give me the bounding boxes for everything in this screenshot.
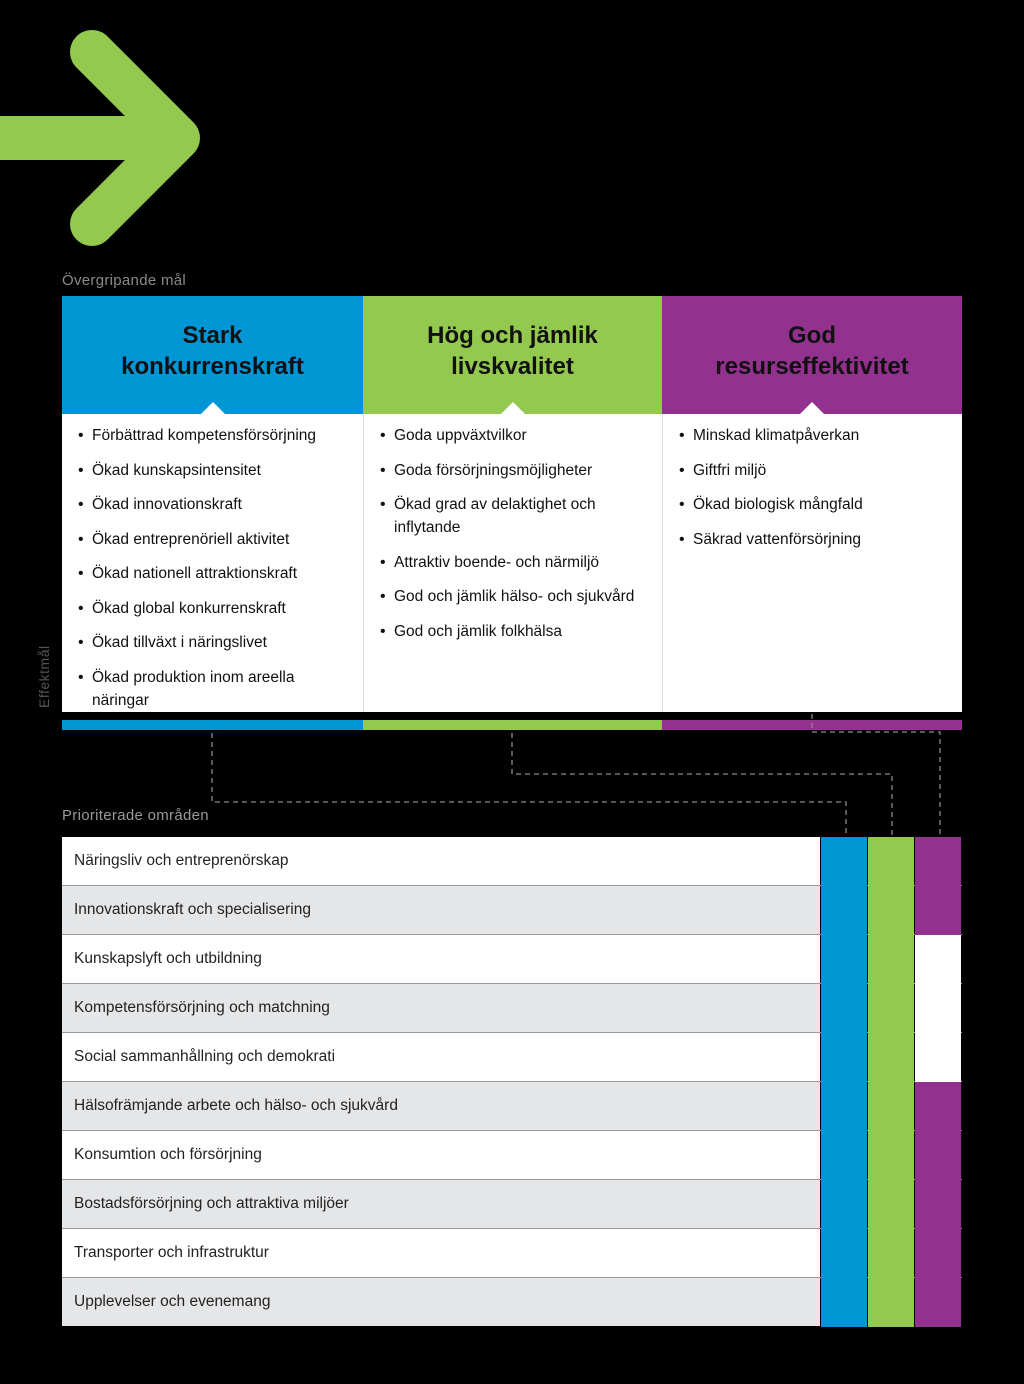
goal-item: • Ökad innovationskraft xyxy=(76,493,349,516)
priority-row xyxy=(62,837,962,886)
priority-mark-green xyxy=(868,935,914,984)
priority-mark-purple xyxy=(915,1131,961,1180)
priority-row xyxy=(62,1278,962,1327)
goal-item: • Säkrad vattenförsörjning xyxy=(677,528,948,551)
priority-mark-green xyxy=(868,1278,914,1327)
priority-label: Upplevelser och evenemang xyxy=(62,1278,820,1326)
priority-label: Kompetensförsörjning och matchning xyxy=(62,984,820,1032)
priority-mark-blue xyxy=(821,1082,867,1131)
priority-mark-blue xyxy=(821,837,867,886)
goal-item: • God och jämlik folkhälsa xyxy=(378,620,648,643)
goal-item: • God och jämlik hälso- och sjukvård xyxy=(378,585,648,608)
priority-mark-purple xyxy=(915,984,961,1033)
priority-mark-green xyxy=(868,886,914,935)
priority-row xyxy=(62,1229,962,1278)
priority-areas-table xyxy=(62,837,962,1327)
goal-item: • Ökad kunskapsintensitet xyxy=(76,459,349,482)
goal-item: • Goda försörjningsmöjligheter xyxy=(378,459,648,482)
priority-label: Social sammanhållning och demokrati xyxy=(62,1033,820,1081)
priority-mark-purple xyxy=(915,1229,961,1278)
priority-row xyxy=(62,1180,962,1229)
priority-row xyxy=(62,1082,962,1131)
priority-mark-green xyxy=(868,1229,914,1278)
goal-item: • Minskad klimatpåverkan xyxy=(677,424,948,447)
goal-item: • Goda uppväxtvilkor xyxy=(378,424,648,447)
goal-item: • Ökad biologisk mångfald xyxy=(677,493,948,516)
priority-mark-purple xyxy=(915,837,961,886)
priority-mark-green xyxy=(868,1180,914,1229)
priority-mark-purple xyxy=(915,1278,961,1327)
priority-row xyxy=(62,984,962,1033)
priority-mark-blue xyxy=(821,984,867,1033)
connector-green xyxy=(512,733,892,836)
goal-title-line: resurseffektivitet xyxy=(715,353,909,380)
connector-blue xyxy=(212,733,846,836)
goals-section-label: Övergripande mål xyxy=(62,272,187,289)
goal-title-line: Stark xyxy=(182,322,243,349)
priority-row xyxy=(62,886,962,935)
goal-title-line: konkurrenskraft xyxy=(121,353,304,380)
priority-mark-blue xyxy=(821,1131,867,1180)
priority-row xyxy=(62,935,962,984)
priority-label: Innovationskraft och specialisering xyxy=(62,886,820,934)
goal-item: • Ökad nationell attraktionskraft xyxy=(76,562,349,585)
priority-mark-blue xyxy=(821,1229,867,1278)
goal-title-line: livskvalitet xyxy=(451,353,574,380)
priority-mark-blue xyxy=(821,1278,867,1327)
priority-mark-blue xyxy=(821,1033,867,1082)
priority-label: Kunskapslyft och utbildning xyxy=(62,935,820,983)
goal-item: • Attraktiv boende- och närmiljö xyxy=(378,551,648,574)
goal-item: • Ökad grad av delaktighet och inflytande xyxy=(378,493,648,539)
priority-label: Bostadsförsörjning och attraktiva miljöer xyxy=(62,1180,820,1228)
priority-mark-purple xyxy=(915,886,961,935)
effect-goals-side-label: Effektmål xyxy=(36,645,52,708)
priority-mark-green xyxy=(868,1131,914,1180)
goal-title-line: Hög och jämlik xyxy=(427,322,598,349)
goal-item: • Ökad produktion inom areella näringar xyxy=(76,666,349,712)
priority-label: Konsumtion och försörjning xyxy=(62,1131,820,1179)
priority-row xyxy=(62,1033,962,1082)
priority-mark-green xyxy=(868,1033,914,1082)
priority-mark-purple xyxy=(915,1082,961,1131)
priority-mark-purple xyxy=(915,935,961,984)
priority-mark-blue xyxy=(821,886,867,935)
priority-mark-green xyxy=(868,837,914,886)
connector-purple xyxy=(812,714,940,836)
priority-mark-purple xyxy=(915,1033,961,1082)
priorities-section-label: Prioriterade områden xyxy=(62,807,209,824)
priority-mark-green xyxy=(868,984,914,1033)
goal-item: • Ökad tillväxt i näringslivet xyxy=(76,631,349,654)
priority-mark-green xyxy=(868,1082,914,1131)
priority-label: Näringsliv och entreprenörskap xyxy=(62,837,820,885)
priority-label: Transporter och infrastruktur xyxy=(62,1229,820,1277)
priority-row xyxy=(62,1131,962,1180)
goal-item: • Ökad global konkurrenskraft xyxy=(76,597,349,620)
goal-item: • Förbättrad kompetensförsörjning xyxy=(76,424,349,447)
priority-mark-blue xyxy=(821,1180,867,1229)
priority-mark-purple xyxy=(915,1180,961,1229)
goal-item: • Ökad entreprenöriell aktivitet xyxy=(76,528,349,551)
goal-item: • Giftfri miljö xyxy=(677,459,948,482)
goal-title-line: God xyxy=(787,322,836,349)
priority-label: Hälsofrämjande arbete och hälso- och sjukvård xyxy=(62,1082,820,1130)
priority-mark-blue xyxy=(821,935,867,984)
